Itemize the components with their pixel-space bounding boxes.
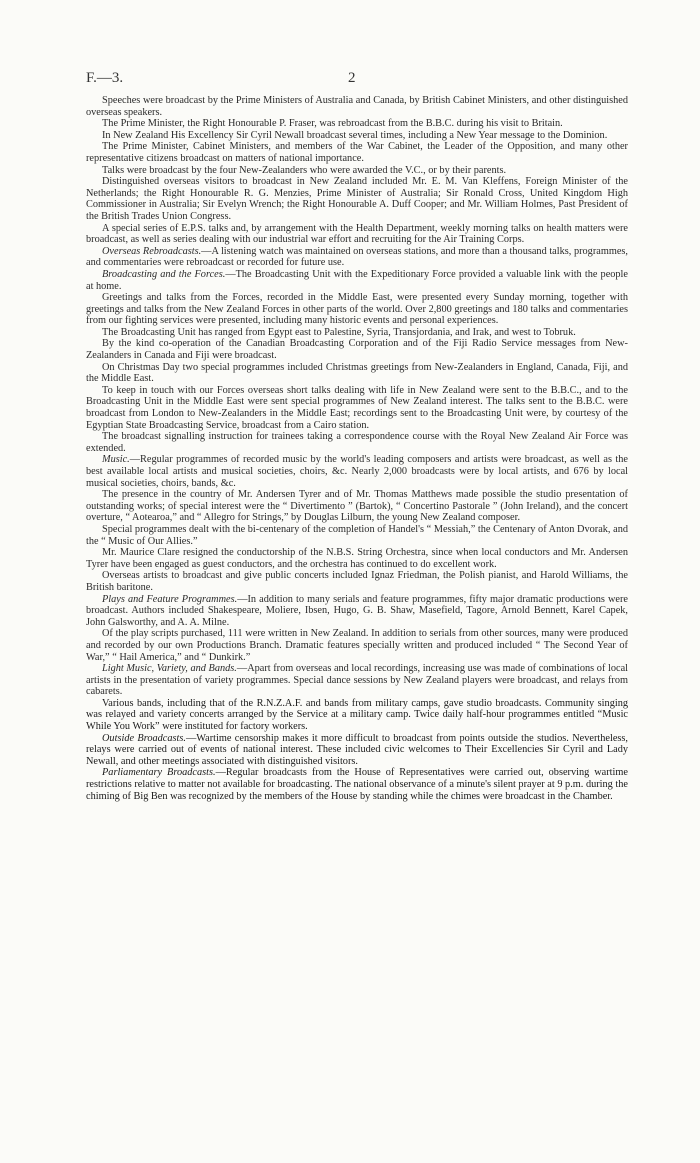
- paragraph: [86, 628, 628, 663]
- paragraph: [86, 141, 628, 164]
- paragraph: [86, 223, 628, 246]
- paragraph-text: —The Broadcasting Unit with the Expeditionary Force provided a valuable link with the people at home.: [86, 268, 628, 292]
- paragraph: [86, 246, 628, 269]
- paragraph: [86, 489, 628, 524]
- paragraph: [86, 176, 628, 222]
- section-heading: Light Music, Variety, and Bands.: [102, 663, 237, 675]
- section-heading: Overseas Rebroadcasts.: [102, 245, 202, 257]
- paragraph: [86, 338, 628, 361]
- paragraph-text: The Broadcasting Unit has ranged from Egypt east to Palestine, Syria, Transjordania, and Irak, and west to Tobruk.: [102, 326, 576, 338]
- paragraph: [86, 547, 628, 570]
- section-heading: Plays and Feature Programmes.: [102, 593, 238, 605]
- paragraph-text: Distinguished overseas visitors to broadcast in New Zealand included Mr. E. M. Van Kleffens, Foreign Minister of the Netherlands; the Right Honourable R. G. Menzies, Prime Minister of Australia; Sir Ronald Cross, United Kingdom High Commissioner in Australia; Sir Evelyn Wrench; the Right Honourable A. Duff Cooper; and Mr. William Holmes, Past President of the British Trades Union Congress.: [86, 176, 628, 222]
- paragraph-text: On Christmas Day two special programmes included Christmas greetings from New-Zealanders in England, Canada, Fiji, and the Middle East.: [86, 361, 628, 385]
- paragraph-text: The presence in the country of Mr. Andersen Tyrer and of Mr. Thomas Matthews made possible the studio presentation of outstanding works; of special interest were the “ Divertimento ” (Bartok), “ Concertino Pastorale ” (John Ireland), and the concert overture, “ Aotearoa,” and “ Allegro for Strings,” by Douglas Lilburn, the young New Zealand composer.: [86, 489, 628, 524]
- page-number: 2: [348, 70, 356, 86]
- paragraph-text: The Prime Minister, Cabinet Ministers, and members of the War Cabinet, the Leader of the Opposition, and many other representative citizens broadcast on matters of national importance.: [86, 141, 628, 164]
- body-text: [86, 95, 628, 802]
- paragraph-text: —Wartime censorship makes it more difficult to broadcast from points outside the studios. Nevertheless, relays were carried out of events of national interest. These included civic welcomes to Their Excellencies Sir Cyril and Lady Newall, and other meetings associated with distinguished visitors.: [86, 732, 628, 767]
- paragraph: [86, 269, 628, 292]
- paragraph-text: A special series of E.P.S. talks and, by arrangement with the Health Department, weekly morning talks on health matters were broadcast, as well as series dealing with our industrial war effort and recruiting for the Air Training Corps.: [86, 222, 628, 246]
- paragraph: [86, 663, 628, 698]
- paragraph: [86, 431, 628, 454]
- paragraph: [86, 524, 628, 547]
- paragraph-text: Greetings and talks from the Forces, recorded in the Middle East, were presented every Sunday morning, together with greetings and talks from the New Zealand Forces in other parts of the world. Over 2,800 greetings and 180 talks and commentaries from our fighting services were presented, including many historic events and personal experiences.: [86, 292, 628, 327]
- paragraph-text: Mr. Maurice Clare resigned the conductorship of the N.B.S. String Orchestra, since when local conductors and Mr. Andersen Tyrer have been engaged as guest conductors, and the orchestra has continued to do excellent work.: [86, 547, 628, 570]
- section-heading: Broadcasting and the Forces.: [102, 268, 226, 280]
- paragraph-text: The broadcast signalling instruction for trainees taking a correspondence course with the Royal New Zealand Air Force was extended.: [86, 431, 628, 454]
- paragraph: [86, 767, 628, 802]
- paragraph: [86, 454, 628, 489]
- paragraph-text: —Apart from overseas and local recordings, increasing use was made of combinations of local artists in the presentation of variety programmes. Special dance sessions by New Zealand players were broadcast, and relays from cabarets.: [86, 663, 628, 698]
- section-heading: Parliamentary Broadcasts.: [102, 767, 216, 779]
- paragraph-text: Overseas artists to broadcast and give public concerts included Ignaz Friedman, the Polish pianist, and Harold Williams, the British baritone.: [86, 570, 628, 593]
- paragraph-text: Speeches were broadcast by the Prime Ministers of Australia and Canada, by British Cabinet Ministers, and other distinguished overseas speakers.: [86, 95, 628, 118]
- paragraph-text: —A listening watch was maintained on overseas stations, and more than a thousand talks, programmes, and commentaries were rebroadcast or recorded for future use.: [86, 245, 628, 269]
- paragraph: [86, 362, 628, 385]
- paragraph: [86, 327, 628, 339]
- paragraph-text: Of the play scripts purchased, 111 were written in New Zealand. In addition to serials from other sources, many were produced and recorded by our own Productions Branch. Dramatic features specially written and produced included “ The Second Year of War,” “ Hail America,” and “ Dunkirk.”: [86, 628, 628, 663]
- paragraph-text: —Regular programmes of recorded music by the world's leading composers and artists were broadcast, as well as the best available local artists and musical societies, choirs, &c. Nearly 2,000 broadcasts were by local artists, and 676 by local musical societies, choirs, bands, &c.: [86, 454, 628, 489]
- paragraph: [86, 130, 628, 142]
- paragraph-text: —Regular broadcasts from the House of Representatives were carried out, observing wartime restrictions relative to matter not available for broadcasting. The national observance of a minute's silent prayer at 9 p.m. during the chiming of Big Ben was recognized by the members of the House by standing while the chimes were broadcast in the Chamber.: [86, 767, 628, 802]
- paragraph: [86, 733, 628, 768]
- page-header: [86, 70, 626, 87]
- paragraph-text: Various bands, including that of the R.N.Z.A.F. and bands from military camps, gave studio broadcasts. Community singing was relayed and variety concerts arranged by the Service at a military camp. Twice daily half-hour programmes entitled “Music While You Work” were instituted for factory workers.: [86, 697, 628, 733]
- document-reference: F.—3.: [86, 70, 124, 86]
- paragraph: [86, 118, 628, 130]
- paragraph: [86, 292, 628, 327]
- section-heading: Outside Broadcasts.: [102, 732, 186, 744]
- paragraph-text: By the kind co-operation of the Canadian Broadcasting Corporation and of the Fiji Radio Service messages from New-Zealanders in Canada and Fiji were broadcast.: [86, 338, 628, 362]
- paragraph-text: —In addition to many serials and feature programmes, fifty major dramatic productions were broadcast. Authors included Shakespeare, Moliere, Ibsen, Hugo, G. B. Shaw, Masefield, Tagore, Arnold Bennett, Karel Capek, John Galsworthy, and A. A. Milne.: [86, 593, 628, 628]
- paragraph: [86, 165, 628, 177]
- paragraph-text: Special programmes dealt with the bi-centenary of the completion of Handel's “ Messiah,” the Centenary of Anton Dvorak, and the “ Music of Our Allies.”: [86, 523, 628, 547]
- paragraph: [86, 95, 628, 118]
- paragraph-text: In New Zealand His Excellency Sir Cyril Newall broadcast several times, including a New Year message to the Dominion.: [102, 129, 608, 141]
- paragraph: [86, 698, 628, 733]
- paragraph: [86, 594, 628, 629]
- paragraph-text: To keep in touch with our Forces overseas short talks dealing with life in New Zealand were sent to the B.B.C., and to the Broadcasting Unit in the Middle East were sent special programmes of New Zealand interest. The talks sent to the B.B.C. were broadcast from London to New-Zealanders in the Middle East; recordings sent to the Broadcasting Unit were, by courtesy of the Egyptian State Broadcasting Service, broadcast from a Cairo station.: [86, 384, 628, 431]
- paragraph: [86, 570, 628, 593]
- section-heading: Music.: [102, 454, 130, 466]
- paragraph-text: Talks were broadcast by the four New-Zealanders who were awarded the V.C., or by their parents.: [102, 164, 507, 176]
- paragraph: [86, 385, 628, 431]
- paragraph-text: The Prime Minister, the Right Honourable P. Fraser, was rebroadcast from the B.B.C. during his visit to Britain.: [102, 118, 563, 130]
